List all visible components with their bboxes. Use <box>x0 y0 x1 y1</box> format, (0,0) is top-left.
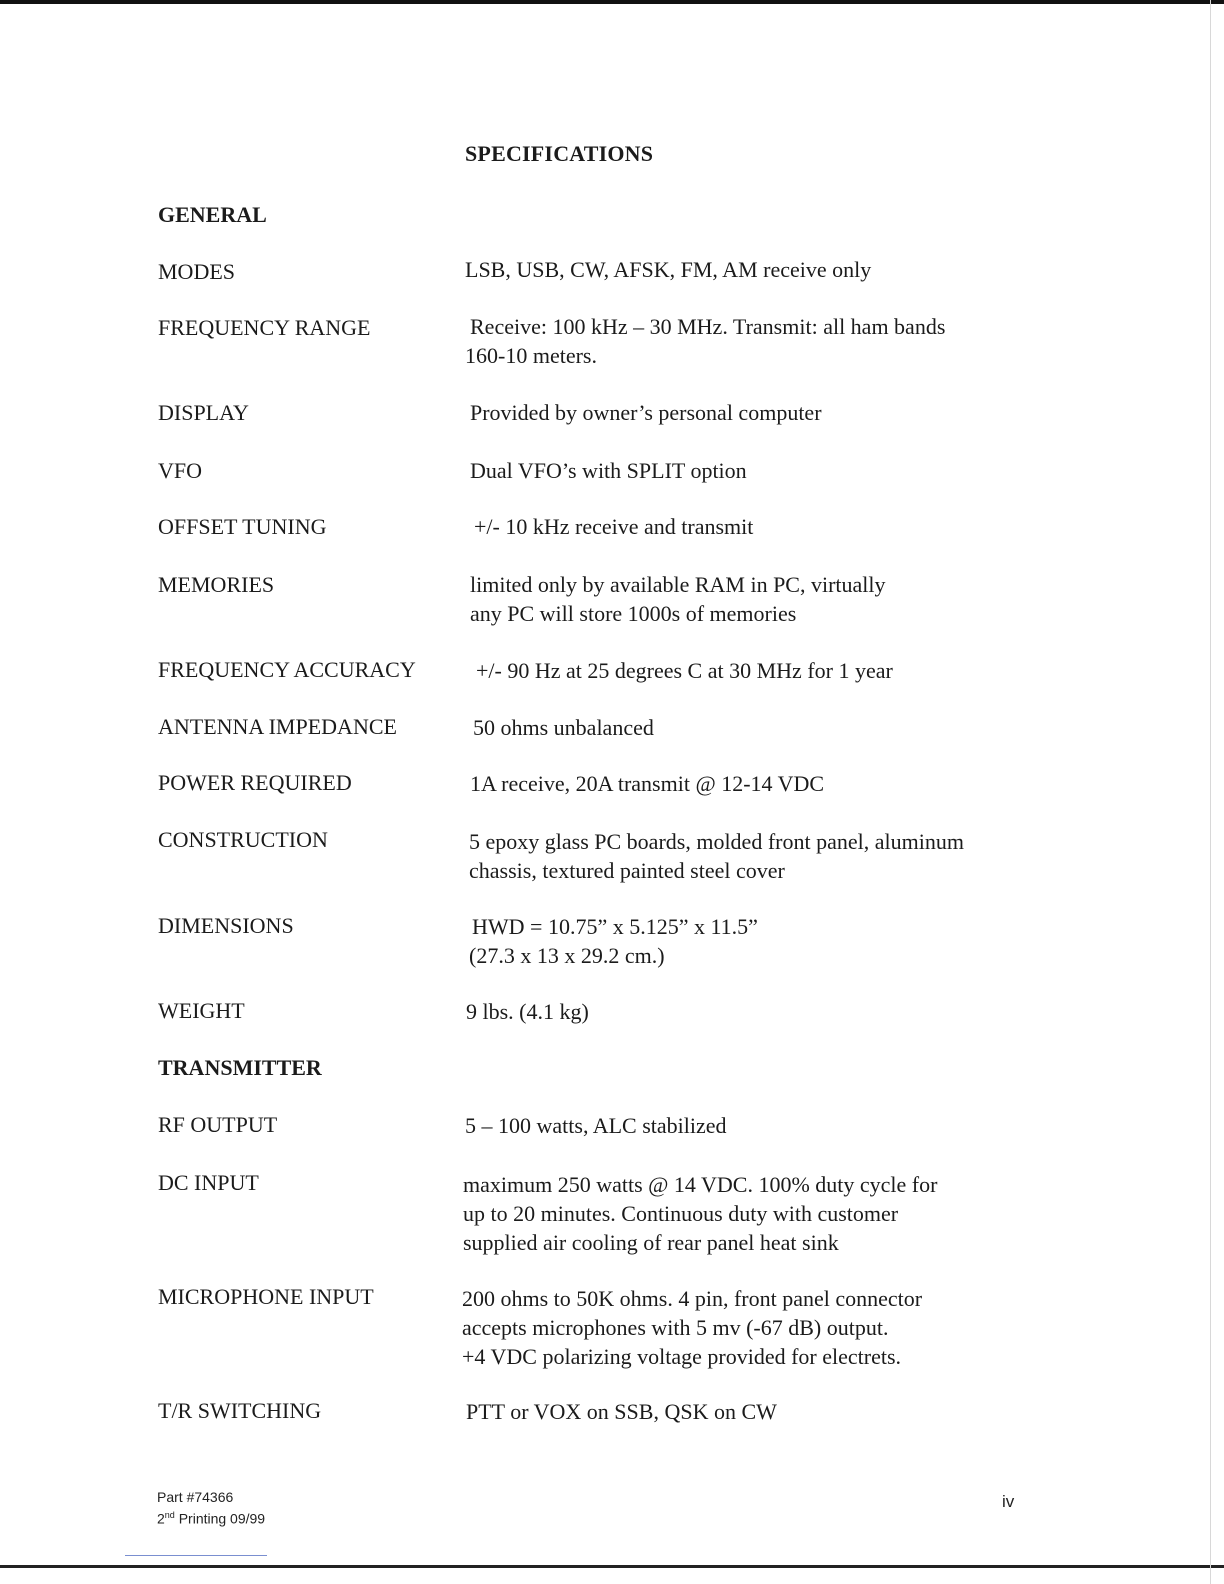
spec-value-construction: 5 epoxy glass PC boards, molded front panel, aluminum chassis, textured painted steel cover <box>469 829 964 883</box>
spec-label-power-required: POWER REQUIRED <box>158 770 352 795</box>
spec-value-rf-output: 5 – 100 watts, ALC stabilized <box>465 1113 727 1138</box>
scan-blue-mark <box>125 1555 267 1556</box>
spec-label-antenna-impedance: ANTENNA IMPEDANCE <box>158 714 397 739</box>
page-title: SPECIFICATIONS <box>465 141 654 166</box>
spec-label-frequency-range: FREQUENCY RANGE <box>158 315 371 340</box>
spec-label-microphone-input: MICROPHONE INPUT <box>158 1284 374 1309</box>
spec-value-display: Provided by owner’s personal computer <box>470 400 822 425</box>
spec-value-power-required: 1A receive, 20A transmit @ 12-14 VDC <box>470 771 825 796</box>
spec-value-modes: LSB, USB, CW, AFSK, FM, AM receive only <box>465 257 872 282</box>
spec-value-vfo: Dual VFO’s with SPLIT option <box>470 458 747 483</box>
spec-label-tr-switching: T/R SWITCHING <box>158 1398 322 1423</box>
section-heading-general: GENERAL <box>158 202 267 227</box>
spec-value-offset-tuning: +/- 10 kHz receive and transmit <box>474 514 754 539</box>
spec-label-vfo: VFO <box>158 458 203 483</box>
spec-label-offset-tuning: OFFSET TUNING <box>158 514 327 539</box>
spec-label-dimensions: DIMENSIONS <box>158 913 294 938</box>
spec-value-dimensions: HWD = 10.75” x 5.125” x 11.5” (27.3 x 13 x 29.2 cm.) <box>469 914 758 968</box>
section-heading-transmitter: TRANSMITTER <box>158 1055 322 1080</box>
spec-value-frequency-accuracy: +/- 90 Hz at 25 degrees C at 30 MHz for 1 year <box>476 658 893 683</box>
page-number: iv <box>1002 1492 1015 1511</box>
spec-label-rf-output: RF OUTPUT <box>158 1112 278 1137</box>
footer-part-info <box>157 1488 265 1528</box>
footer-printing: 2nd Printing 09/99 <box>157 1510 266 1527</box>
spec-value-tr-switching: PTT or VOX on SSB, QSK on CW <box>466 1399 777 1424</box>
scan-bottom-edge <box>0 1565 1224 1568</box>
scan-top-edge <box>0 0 1224 4</box>
footer-part-number: Part #74366 <box>157 1489 234 1505</box>
spec-value-weight: 9 lbs. (4.1 kg) <box>466 999 589 1024</box>
spec-label-memories: MEMORIES <box>158 572 275 597</box>
spec-value-frequency-range: Receive: 100 kHz – 30 MHz. Transmit: all ham bands 160-10 meters. <box>465 314 946 368</box>
spec-value-memories: limited only by available RAM in PC, virtually any PC will store 1000s of memories <box>470 572 886 626</box>
scan-right-edge <box>1210 0 1211 1584</box>
spec-label-dc-input: DC INPUT <box>158 1170 259 1195</box>
spec-label-frequency-accuracy: FREQUENCY ACCURACY <box>158 657 416 682</box>
spec-value-dc-input: maximum 250 watts @ 14 VDC. 100% duty cycle for up to 20 minutes. Continuous duty with customer supplied air cooling of rear panel heat sink <box>463 1172 938 1255</box>
spec-label-construction: CONSTRUCTION <box>158 827 328 852</box>
spec-label-display: DISPLAY <box>158 400 249 425</box>
spec-value-microphone-input: 200 ohms to 50K ohms. 4 pin, front panel connector accepts microphones with 5 mv (-67 dB) output. +4 VDC polarizing voltage provided for electrets. <box>462 1286 923 1369</box>
spec-label-weight: WEIGHT <box>158 998 245 1023</box>
spec-label-modes: MODES <box>158 259 236 284</box>
spec-value-antenna-impedance: 50 ohms unbalanced <box>473 715 654 740</box>
